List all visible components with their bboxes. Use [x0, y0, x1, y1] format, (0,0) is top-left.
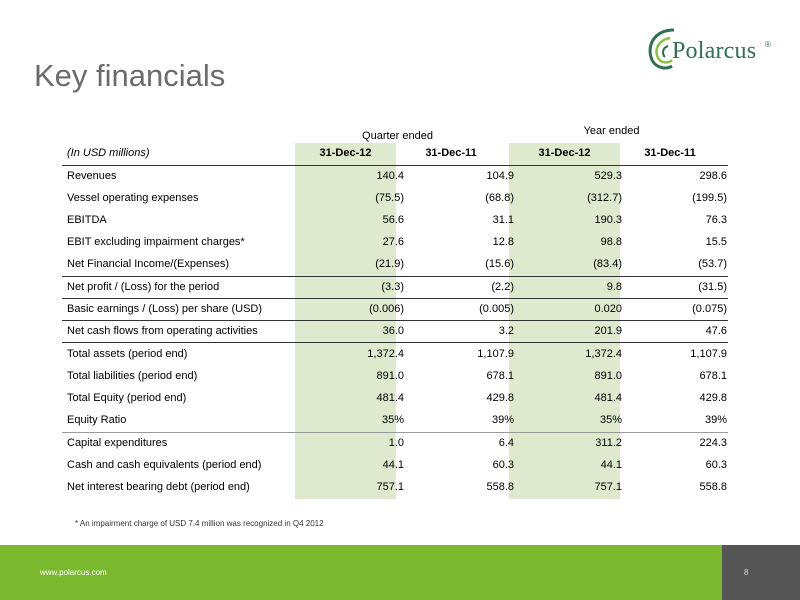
table-row — [62, 344, 728, 366]
table-cell: 44.1 — [600, 459, 622, 471]
polarcus-logo — [644, 24, 794, 74]
table-cell: 60.3 — [705, 459, 727, 471]
table-cell: (0.075) — [692, 303, 727, 315]
row-label: Capital expenditures — [67, 437, 168, 449]
table-cell: 39% — [704, 414, 727, 426]
table-cell: 190.3 — [594, 214, 622, 226]
footer-page-block — [722, 545, 800, 600]
table-cell: 76.3 — [705, 214, 727, 226]
table-cell: 31.1 — [492, 214, 514, 226]
table-row — [62, 366, 728, 388]
table-row — [62, 232, 728, 254]
table-cell: 47.6 — [705, 325, 727, 337]
table-cell: 224.3 — [699, 437, 727, 449]
row-divider — [62, 342, 728, 343]
table-cell: 1.0 — [388, 437, 404, 449]
row-label: Net cash flows from operating activities — [67, 325, 258, 337]
table-cell: 481.4 — [376, 392, 404, 404]
row-label: Revenues — [67, 170, 117, 182]
table-cell: 757.1 — [376, 481, 404, 493]
table-cell: 3.2 — [498, 325, 514, 337]
footer-band — [0, 545, 800, 600]
table-cell: 104.9 — [486, 170, 514, 182]
table-cell: (0.005) — [479, 303, 514, 315]
table-cell: (15.6) — [485, 258, 514, 270]
table-cell: (21.9) — [375, 258, 404, 270]
logo-registered-mark: ® — [765, 40, 771, 49]
table-cell: 27.6 — [382, 236, 404, 248]
table-cell: 36.0 — [382, 325, 404, 337]
column-header: 31-Dec-11 — [644, 147, 696, 159]
table-cell: 1,107.9 — [690, 348, 727, 360]
table-row — [62, 321, 728, 343]
footer-url-link[interactable]: www.polarcus.com — [40, 568, 107, 577]
row-label: Net profit / (Loss) for the period — [67, 281, 220, 293]
table-cell: 757.1 — [594, 481, 622, 493]
table-cell: 891.0 — [594, 370, 622, 382]
table-cell: 35% — [381, 414, 404, 426]
row-label: Net interest bearing debt (period end) — [67, 481, 250, 493]
table-cell: 311.2 — [595, 437, 622, 449]
row-label: Equity Ratio — [67, 414, 127, 426]
table-cell: 12.8 — [492, 236, 514, 248]
slide-title: Key financials — [34, 58, 226, 93]
table-row — [62, 455, 728, 477]
table-row — [62, 433, 728, 455]
table-row — [62, 277, 728, 299]
row-label: Total liabilities (period end) — [67, 370, 198, 382]
units-label: (In USD millions) — [67, 147, 150, 159]
table-row — [62, 210, 728, 232]
group-header-quarter: Quarter ended — [362, 130, 433, 142]
row-label: Net Financial Income/(Expenses) — [67, 258, 230, 270]
table-cell: (68.8) — [485, 192, 514, 204]
row-label: Total assets (period end) — [67, 348, 188, 360]
table-cell: 201.9 — [594, 325, 622, 337]
table-cell: 678.1 — [699, 370, 727, 382]
table-cell: 56.6 — [382, 214, 404, 226]
group-header-year: Year ended — [583, 125, 640, 137]
column-header: 31-Dec-12 — [319, 147, 372, 159]
table-cell: 44.1 — [382, 459, 404, 471]
table-cell: 1,372.4 — [585, 348, 622, 360]
row-label: Basic earnings / (Loss) per share (USD) — [67, 303, 263, 315]
table-row — [62, 410, 728, 432]
table-cell: 9.8 — [606, 281, 622, 293]
table-cell: (2.2) — [491, 281, 514, 293]
table-cell: (312.7) — [587, 192, 622, 204]
footnote: * An impairment charge of USD 7.4 million was recognized in Q4 2012 — [75, 519, 324, 528]
table-row — [62, 477, 728, 499]
table-cell: 15.5 — [705, 236, 727, 248]
row-label: Total Equity (period end) — [67, 392, 187, 404]
table-row — [62, 254, 728, 276]
table-cell: 891.0 — [376, 370, 404, 382]
table-cell: 1,372.4 — [367, 348, 404, 360]
table-cell: (0.006) — [369, 303, 404, 315]
table-cell: (75.5) — [375, 192, 404, 204]
row-label: Cash and cash equivalents (period end) — [67, 459, 262, 471]
table-row — [62, 188, 728, 210]
column-header: 31-Dec-12 — [538, 147, 591, 159]
table-cell: (83.4) — [593, 258, 622, 270]
page-number: 8 — [744, 568, 749, 577]
table-cell: 39% — [491, 414, 514, 426]
table-cell: (31.5) — [698, 281, 727, 293]
row-label: EBITDA — [67, 214, 107, 226]
table-cell: 98.8 — [600, 236, 622, 248]
table-row — [62, 166, 728, 188]
logo-text: Polarcus — [672, 38, 757, 64]
table-cell: 678.1 — [486, 370, 514, 382]
table-cell: 1,107.9 — [477, 348, 514, 360]
table-row — [62, 299, 728, 321]
table-cell: 529.3 — [594, 170, 622, 182]
table-cell: (199.5) — [692, 192, 727, 204]
table-cell: 558.8 — [486, 481, 514, 493]
table-cell: 298.6 — [699, 170, 727, 182]
table-cell: 6.4 — [498, 437, 514, 449]
table-cell: 140.4 — [376, 170, 404, 182]
row-label: EBIT excluding impairment charges* — [67, 236, 245, 248]
table-cell: 429.8 — [699, 392, 727, 404]
table-cell: (3.3) — [381, 281, 404, 293]
table-cell: (53.7) — [698, 258, 727, 270]
table-cell: 60.3 — [492, 459, 514, 471]
table-cell: 481.4 — [594, 392, 622, 404]
table-cell: 35% — [599, 414, 622, 426]
table-cell: 429.8 — [486, 392, 514, 404]
table-row — [62, 388, 728, 410]
table-cell: 558.8 — [699, 481, 727, 493]
table-cell: 0.020 — [594, 303, 622, 315]
column-header: 31-Dec-11 — [425, 147, 477, 159]
row-label: Vessel operating expenses — [67, 192, 199, 204]
